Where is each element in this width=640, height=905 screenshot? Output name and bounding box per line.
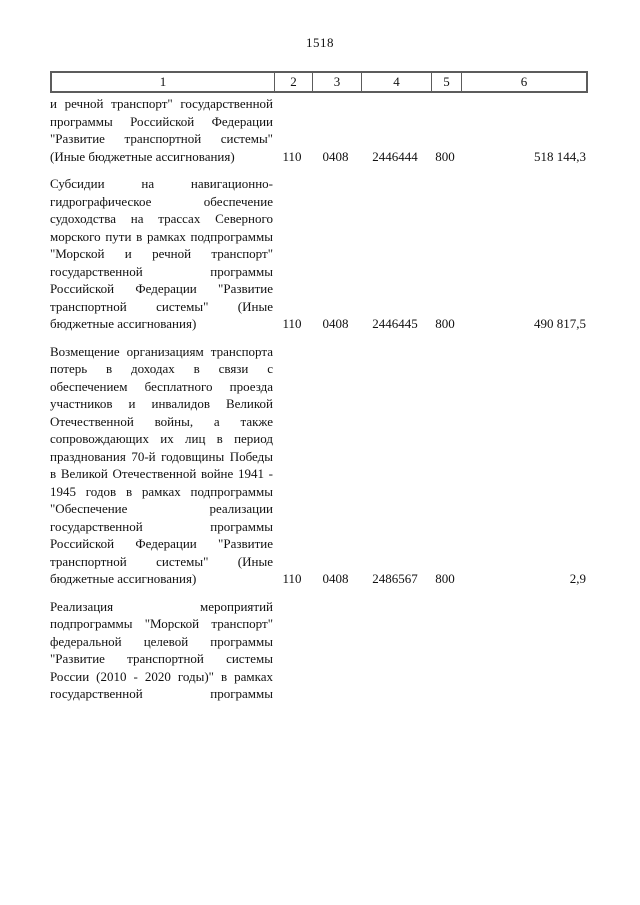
table-header-cell-3: 3 — [313, 73, 362, 91]
row-amount: 518 144,3 — [534, 148, 586, 164]
row-code-col5: 800 — [435, 148, 455, 164]
table-row — [50, 175, 588, 333]
row-code-col2: 110 — [282, 316, 302, 331]
row-amount: 490 817,5 — [534, 316, 586, 331]
row-code-col2: 110 — [282, 571, 302, 586]
table-header-cell-1: 1 — [52, 73, 275, 91]
row-code-col4: 2446444 — [372, 148, 418, 164]
table-header-cell-5: 5 — [432, 73, 462, 91]
row-code-col3: 0408 — [322, 148, 349, 164]
table-header-cell-2: 2 — [275, 73, 313, 91]
row-amount: 2,9 — [569, 571, 586, 586]
row-description: Реализация мероприятий подпрограммы "Морской транспорт" федеральной целевой программы "Развитие транспортной системы России (2010 - 2020 годы)" в рамках государственной программы — [50, 598, 273, 701]
table-header-cell-4: 4 — [362, 73, 432, 91]
row-code-col4: 2486567 — [372, 571, 418, 586]
table-row — [50, 598, 588, 703]
page-number: 1518 — [306, 35, 334, 50]
row-code-col2: 110 — [282, 148, 302, 164]
table-header-cell-6: 6 — [520, 74, 528, 89]
table-body — [50, 95, 588, 713]
row-description: Возмещение организациям транспорта потерь в доходах в связи с обеспечением бесплатного проезда участников и инвалидов Великой Отечественной войны, а также сопровождающих их лиц в период празднования 70-й годовщины Победы в Великой Отечественной войне 1941 - 1945 годов в рамках подпрограммы "Обеспечение реализации государственной программы Российской Федерации "Развитие транспортной системы" (Иные бюджетные ассигнования) — [50, 343, 273, 586]
row-code-col3: 0408 — [322, 316, 349, 331]
table-header-row — [50, 71, 588, 93]
row-code-col5: 800 — [435, 571, 455, 586]
row-code-col4: 2446445 — [372, 316, 418, 331]
table-row — [50, 95, 588, 165]
row-code-col5: 800 — [435, 316, 455, 331]
row-description: и речной транспорт" государственной программы Российской Федерации "Развитие транспортной системы" (Иные бюджетные ассигнования) — [50, 96, 273, 164]
row-code-col3: 0408 — [322, 571, 349, 586]
row-description: Субсидии на навигационно-гидрографическое обеспечение судоходства на трассах Северного морского пути в рамках подпрограммы "Морской и речной транспорт" государственной программы Российской Федерации "Развитие транспортной системы" (Иные бюджетные ассигнования) — [50, 176, 273, 331]
table-row — [50, 343, 588, 588]
